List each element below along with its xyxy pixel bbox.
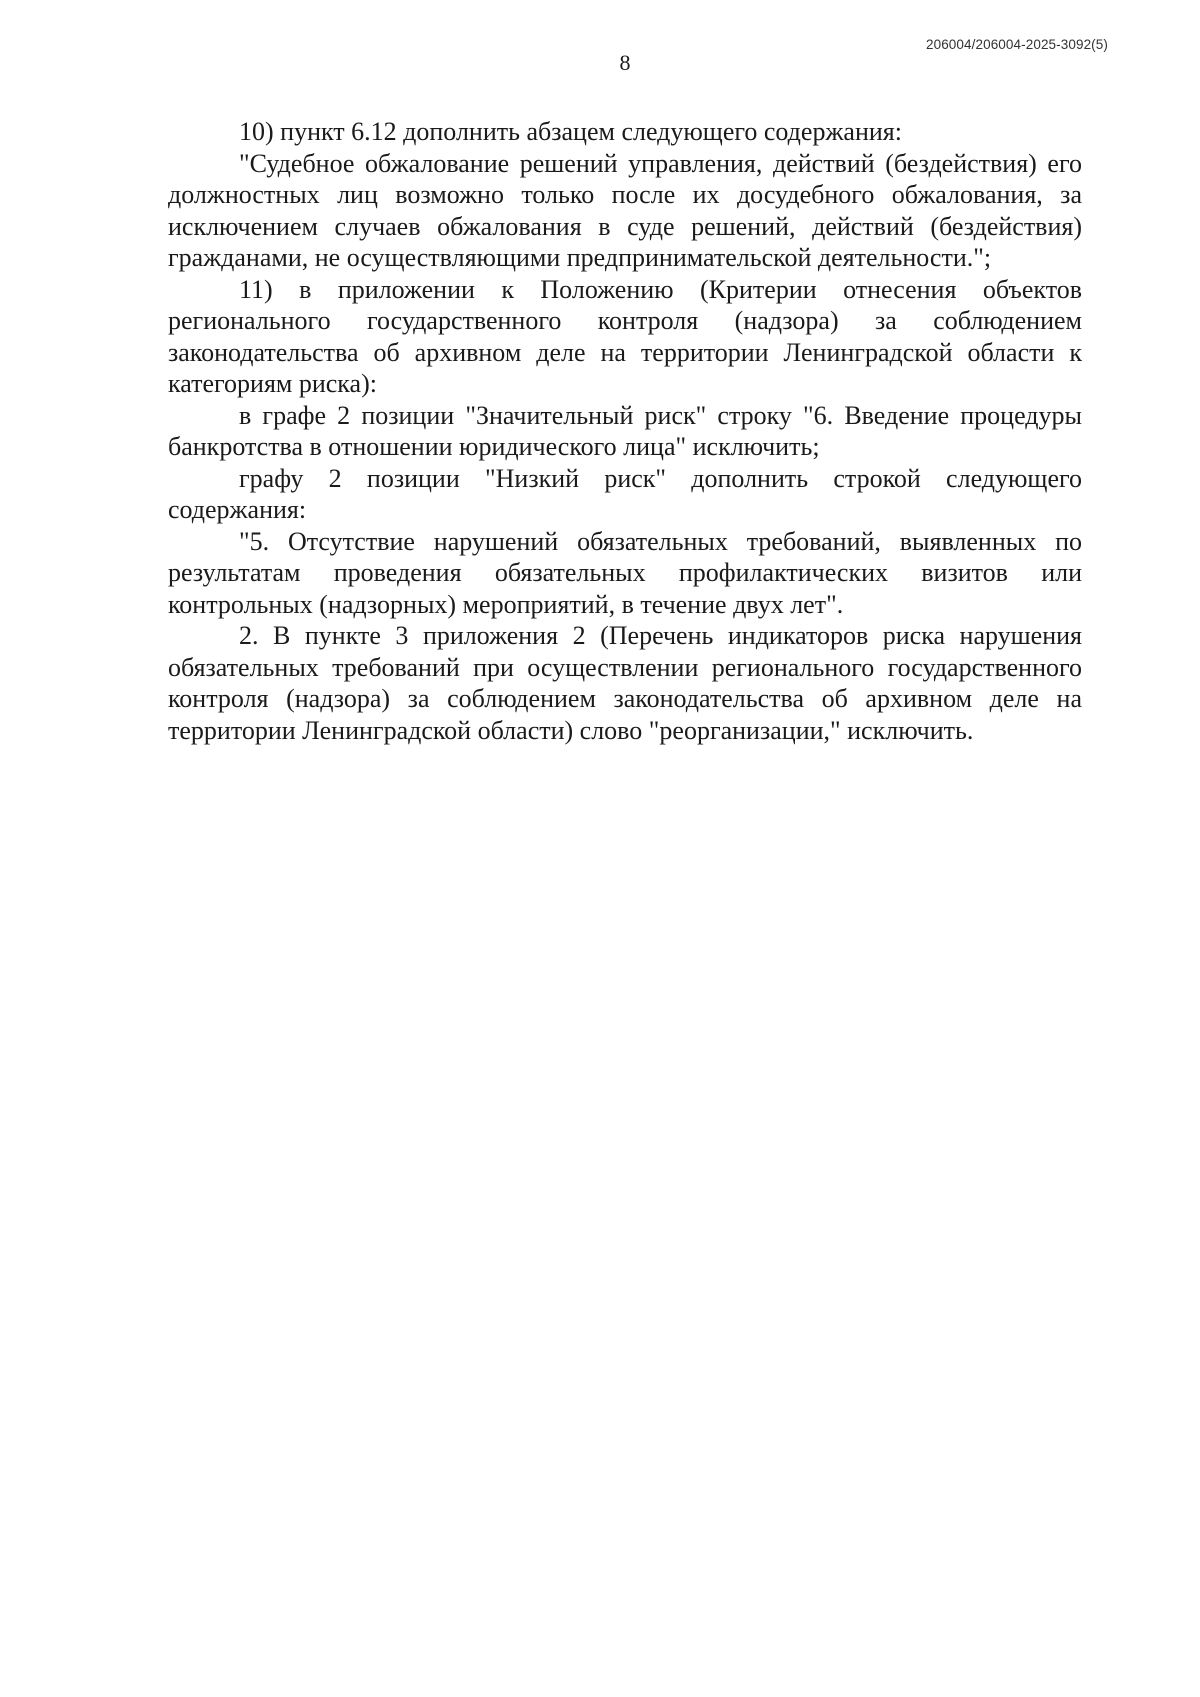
paragraph-item-10: 10) пункт 6.12 дополнить абзацем следующего содержания: [239,117,902,146]
paragraph-item-11: 11) в приложении к Положению (Критерии отнесения объектов регионального государственного контроля (надзора) за соблюдением законодательства об архивном деле на территории Ленинградской области к категориям риска): [168,274,1082,398]
paragraph-item-2: 2. В пункте 3 приложения 2 (Перечень индикаторов риска нарушения обязательных требований при осуществлении регионального государственного контроля (надзора) за соблюдением законодательства об архивном деле на территории Ленинградской области) слово "реорганизации," исключить. [168,621,1082,745]
paragraph-quote-judicial-appeal: "Судебное обжалование решений управления, действий (бездействия) его должностных лиц возможно только после их досудебного обжалования, за исключением случаев обжалования в суде решений, действий (бездействия) гражданами, не осуществляющими предпринимательской деятельности."; [168,148,1082,272]
paragraph-significant-risk: в графе 2 позиции "Значительный риск" строку "6. Введение процедуры банкротства в отношении юридического лица" исключить; [168,400,1082,461]
paragraph-quote-item-5: "5. Отсутствие нарушений обязательных требований, выявленных по результатам проведения обязательных профилактических визитов или контрольных (надзорных) мероприятий, в течение двух лет". [168,526,1082,619]
document-registration-number: 206004/206004-2025-3092(5) [925,37,1108,52]
paragraph-low-risk: графу 2 позиции "Низкий риск" дополнить строкой следующего содержания: [168,463,1082,524]
document-body [168,116,1082,746]
page-number: 8 [619,50,631,75]
